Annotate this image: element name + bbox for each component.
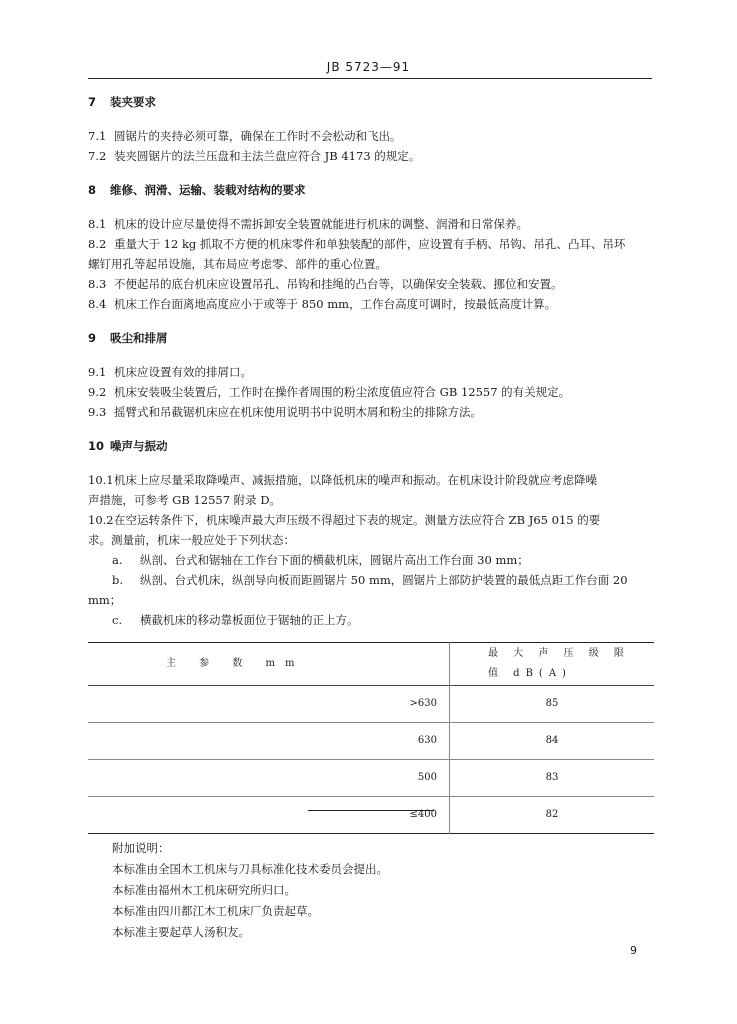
col-header-max-sound-level: 最 大 声 压 级 限 值 dB(A): [488, 648, 630, 679]
item-10-1-cont: 声措施，可参考 GB 12557 附录 D。: [88, 493, 282, 507]
item-8-3: 8.3 不便起吊的底台机床应设置吊孔、吊钩和挂绳的凸台等，以确保安全装载、挪位和安置。: [88, 277, 563, 291]
item-10-2-cont: 求。测量前，机床一般应处于下列状态：: [88, 533, 295, 547]
appendix-title: 附加说明：: [112, 841, 170, 855]
document-body: [88, 92, 654, 834]
sub-item-b: b. 纵剖、台式机床，纵剖导向板而距圆锯片 50 mm，圆锯片上部防护装置的最低点距工作台面 20: [112, 573, 628, 587]
item-10-2: 10.2在空运转条件下，机床噪声最大声压级不得超过下表的规定。测量方法应符合 ZB J65 015 的要: [88, 513, 601, 527]
col-header-main-parameter: 主 参 数 mm: [88, 643, 450, 686]
item-10-1: 10.1机床上应尽量采取降噪声、减振措施，以降低机床的噪声和振动。在机床设计阶段就应考虑降噪: [88, 473, 597, 487]
item-8-2-cont: 螺钉用孔等起吊设施，其布局应考虑零、部件的重心位置。: [88, 257, 387, 271]
table-row: [88, 723, 654, 760]
appendix-line: 本标准由全国木工机床与刀具标准化技术委员会提出。: [112, 862, 388, 876]
appendix-line: 本标准由四川都江木工机床厂负责起草。: [112, 904, 319, 918]
item-9-2: 9.2 机床安装吸尘装置后，工作时在操作者周围的粉尘浓度值应符合 GB 12557 的有关规定。: [88, 385, 571, 399]
table-header-row: [88, 643, 654, 686]
table-cell-limit: 83: [545, 772, 559, 783]
sub-item-a: a. 纵剖、台式和锯轴在工作台下面的横截机床，圆锯片高出工作台面 30 mm；: [112, 553, 529, 567]
item-8-4: 8.4 机床工作台面离地高度应小于或等于 850 mm，工作台高度可调时，按最低高度计算。: [88, 297, 557, 311]
appendix-line: 本标准由福州木工机床研究所归口。: [112, 883, 296, 897]
noise-limit-table: [88, 642, 654, 834]
sub-item-b-cont: mm；: [88, 593, 122, 607]
section-9-title: 9 吸尘和排屑: [88, 331, 168, 345]
table-cell-limit: 84: [545, 735, 559, 746]
appendix-notes: [112, 838, 388, 943]
sub-item-c: c. 横截机床的移动靠板面位于锯轴的正上方。: [112, 613, 359, 627]
table-cell-param: >630: [88, 686, 450, 723]
table-row: [88, 686, 654, 723]
header-rule: [88, 78, 652, 79]
item-7-1: 7.1 圆锯片的夹持必须可靠，确保在工作时不会松动和飞出。: [88, 129, 402, 143]
table-cell-limit: 82: [545, 809, 559, 820]
page-number: 9: [630, 944, 637, 957]
table-cell-param: ≤400: [88, 797, 450, 834]
table-cell-param: 630: [88, 723, 450, 760]
end-rule: [308, 810, 434, 811]
appendix-line: 本标准主要起草人汤积友。: [112, 925, 250, 939]
item-8-1: 8.1 机床的设计应尽量使得不需拆卸安全装置就能进行机床的调整、润滑和日常保养。: [88, 217, 528, 231]
table-row: [88, 797, 654, 834]
item-7-2: 7.2 装夹圆锯片的法兰压盘和主法兰盘应符合 JB 4173 的规定。: [88, 149, 421, 163]
item-8-2: 8.2 重量大于 12 kg 抓取不方便的机床零件和单独装配的部件，应设置有手柄、吊钩、吊孔、凸耳、吊环: [88, 237, 626, 251]
item-9-1: 9.1 机床应设置有效的排屑口。: [88, 365, 252, 379]
page-header: JB 5723—91: [326, 60, 411, 74]
section-10-title: 10 噪声与振动: [88, 439, 168, 453]
item-9-3: 9.3 摇臂式和吊截锯机床应在机床使用说明书中说明木屑和粉尘的排除方法。: [88, 405, 482, 419]
section-7-title: 7 装夹要求: [88, 95, 156, 109]
section-8-title: 8 维修、润滑、运输、装载对结构的要求: [88, 183, 306, 197]
table-row: [88, 760, 654, 797]
table-cell-limit: 85: [545, 698, 559, 709]
table-cell-param: 500: [88, 760, 450, 797]
